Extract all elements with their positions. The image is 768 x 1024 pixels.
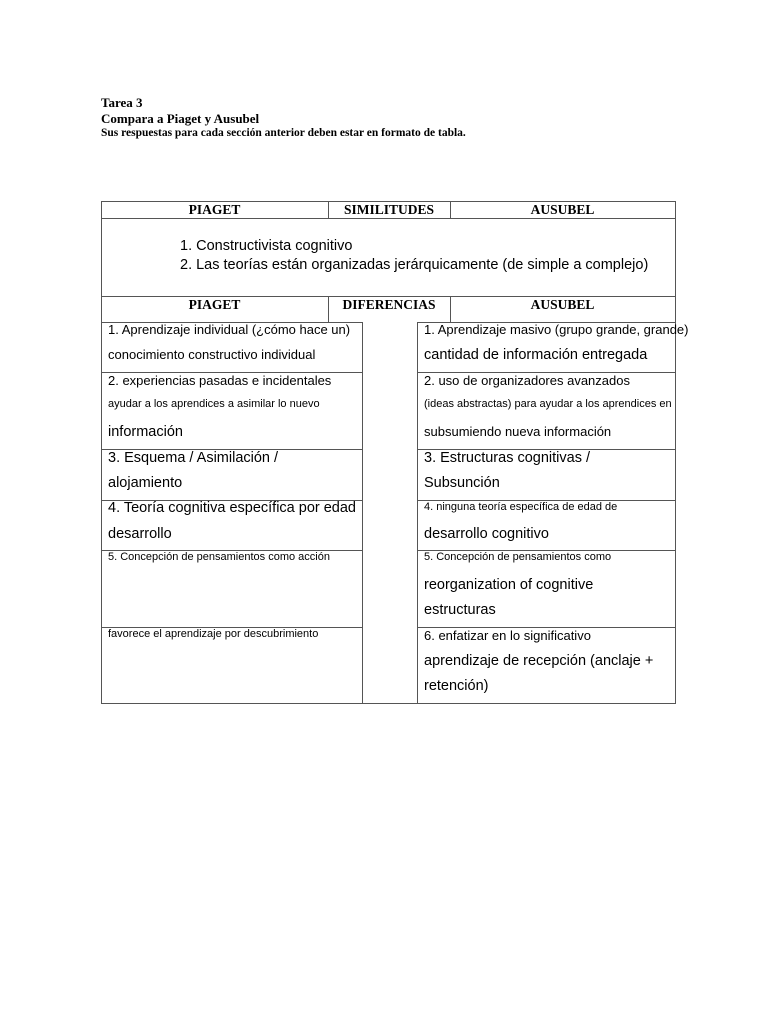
ausubel-cell-2-line-1: 2. uso de organizadores avanzados [424,373,630,388]
piaget-cell-6-line-1: favorece el aprendizaje por descubrimiento [108,628,319,640]
similarity-item: 2. Las teorías están organizadas jerárquicamente (de simple a complejo) [180,257,649,273]
differences-column-left [362,322,363,704]
ausubel-cell-5-line-3: estructuras [424,602,496,618]
ausubel-cell-4-line-2: desarrollo cognitivo [424,526,549,542]
piaget-cell-2-line-2: ayudar a los aprendices a asimilar lo nuevo [108,398,320,410]
ausubel-cell-4-line-1: 4. ninguna teoría específica de edad de [424,501,618,513]
header1-ausubel: AUSUBEL [530,202,595,217]
ausubel-cell-1-line-2: cantidad de información entregada [424,347,648,363]
header2-ausubel: AUSUBEL [530,297,595,312]
header1-similitudes: SIMILITUDES [343,202,435,217]
piaget-cell-2-line-1: 2. experiencias pasadas e incidentales [108,373,332,388]
piaget-cell-2-line-3: información [108,424,183,440]
header1-piaget: PIAGET [188,202,241,217]
document-instructions: Sus respuestas para cada sección anterior deben estar en formato de tabla. [101,127,466,139]
ausubel-cell-3-line-2: Subsunción [424,475,500,491]
piaget-cell-5-line-1: 5. Concepción de pensamientos como acción [108,551,330,563]
ausubel-cell-6-line-2: aprendizaje de recepción (anclaje + [424,653,654,669]
header1-bottom-border [101,218,676,219]
header2-diferencias: DIFERENCIAS [342,297,436,312]
piaget-cell-3-line-1: 3. Esquema / Asimilación / [108,450,279,466]
piaget-cell-3-line-2: alojamiento [108,475,183,491]
ausubel-cell-5-line-1: 5. Concepción de pensamientos como [424,551,612,563]
document-subtitle: Compara a Piaget y Ausubel [101,111,260,126]
header2-piaget: PIAGET [188,297,241,312]
piaget-cell-1-line-2: conocimiento constructivo individual [108,347,316,362]
ausubel-cell-2-line-2: (ideas abstractas) para ayudar a los aprendices en [424,398,672,410]
table-border-bottom [101,703,676,704]
piaget-cell-4-line-1: 4. Teoría cognitiva específica por edad [108,500,357,516]
ausubel-cell-6-line-1: 6. enfatizar en lo significativo [424,628,591,643]
ausubel-cell-1-line-1: 1. Aprendizaje masivo (grupo grande, grande) [424,322,689,337]
ausubel-cell-3-line-1: 3. Estructuras cognitivas / [424,450,591,466]
ausubel-cell-6-line-3: retención) [424,678,489,694]
differences-column-right [417,322,418,704]
similarity-item: 1. Constructivista cognitivo [180,238,353,254]
document-title: Tarea 3 [101,95,143,110]
piaget-cell-4-line-2: desarrollo [108,526,172,542]
table-border-left [101,201,102,704]
piaget-cell-1-line-1: 1. Aprendizaje individual (¿cómo hace un) [108,322,351,337]
table-border-right [675,201,676,704]
ausubel-cell-2-line-3: subsumiendo nueva información [424,424,612,439]
ausubel-cell-5-line-2: reorganization of cognitive [424,577,594,593]
